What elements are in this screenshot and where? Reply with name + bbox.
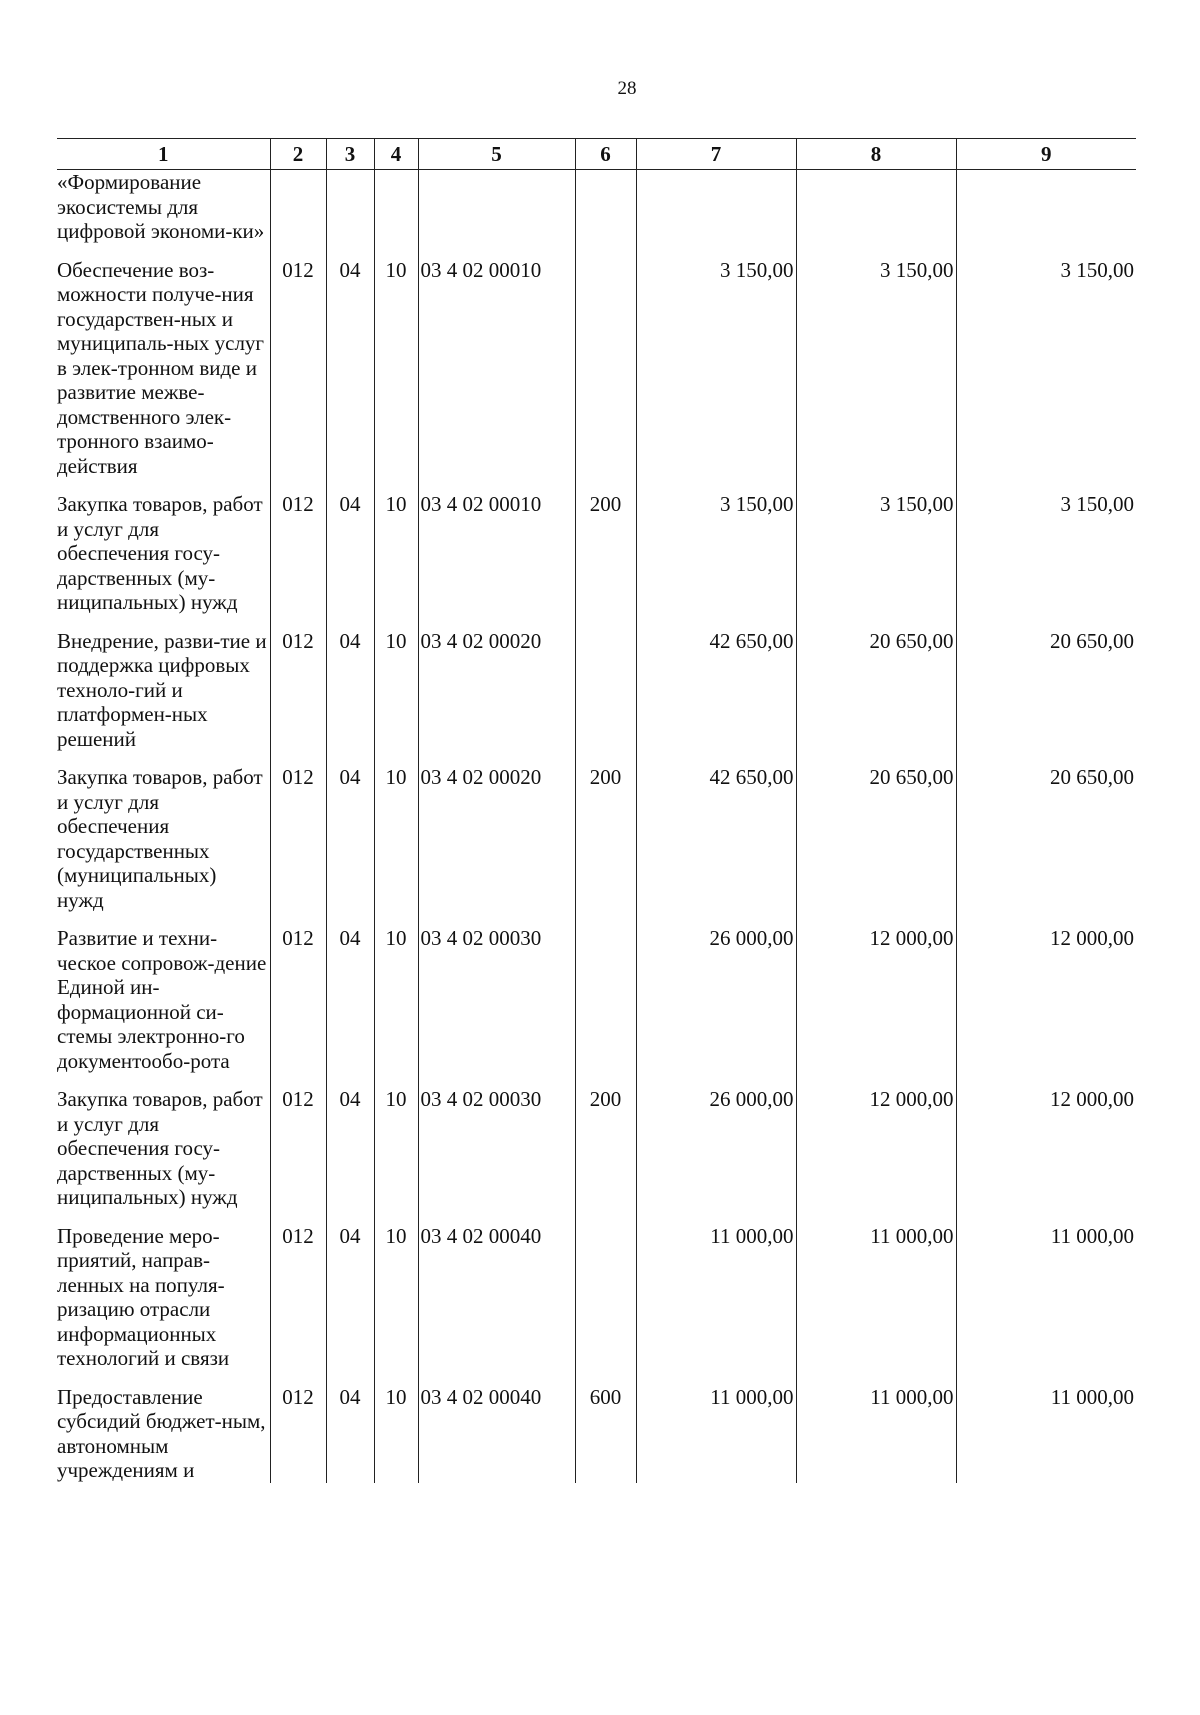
spacer-cell [575, 244, 636, 258]
target-article-cell [418, 170, 575, 244]
amount-year3-cell: 12 000,00 [956, 926, 1136, 1073]
spacer-cell [270, 1210, 326, 1224]
table-body [57, 170, 1136, 1483]
row-spacer [57, 244, 1136, 258]
table-header-row [57, 139, 1136, 170]
spacer-cell [636, 615, 796, 629]
spacer-cell [270, 478, 326, 492]
table-row [57, 1087, 1136, 1210]
spacer-cell [636, 1210, 796, 1224]
amount-year2-cell: 11 000,00 [796, 1385, 956, 1483]
item-name-cell: Закупка товаров, работ и услуг для обеспечения государственных (муниципальных) нужд [57, 765, 263, 912]
amount-year1-cell: 3 150,00 [636, 492, 796, 615]
column-header: 6 [575, 139, 636, 170]
spacer-cell [374, 1371, 418, 1385]
expense-type-cell: 200 [575, 765, 636, 912]
spacer-cell [956, 1371, 1136, 1385]
subsection-code-cell: 10 [374, 258, 418, 479]
spacer-cell [57, 244, 270, 258]
spacer-cell [956, 1210, 1136, 1224]
item-name-cell: «Формирование экосистемы для цифровой экономи-ки» [57, 170, 265, 243]
spacer-cell [418, 478, 575, 492]
spacer-cell [418, 244, 575, 258]
spacer-cell [270, 1371, 326, 1385]
section-code-cell: 04 [326, 926, 374, 1073]
table-row [57, 1385, 1136, 1483]
spacer-cell [575, 1371, 636, 1385]
column-header: 4 [374, 139, 418, 170]
subsection-code-cell [374, 170, 418, 244]
target-article-cell: 03 4 02 00030 [418, 1087, 575, 1210]
subsection-code-cell: 10 [374, 1385, 418, 1483]
spacer-cell [796, 1371, 956, 1385]
row-spacer [57, 1073, 1136, 1087]
spacer-cell [374, 1210, 418, 1224]
spacer-cell [270, 615, 326, 629]
expense-type-cell [575, 1224, 636, 1371]
ministry-code-cell: 012 [270, 765, 326, 912]
spacer-cell [418, 1210, 575, 1224]
amount-year2-cell: 12 000,00 [796, 926, 956, 1073]
row-spacer [57, 751, 1136, 765]
target-article-cell: 03 4 02 00020 [418, 765, 575, 912]
budget-table [57, 138, 1136, 1483]
spacer-cell [374, 1073, 418, 1087]
spacer-cell [636, 478, 796, 492]
spacer-cell [956, 1073, 1136, 1087]
amount-year2-cell: 3 150,00 [796, 258, 956, 479]
amount-year1-cell: 26 000,00 [636, 1087, 796, 1210]
amount-year3-cell: 20 650,00 [956, 765, 1136, 912]
expense-type-cell [575, 629, 636, 752]
table-row [57, 492, 1136, 615]
spacer-cell [374, 478, 418, 492]
section-code-cell: 04 [326, 765, 374, 912]
target-article-cell: 03 4 02 00040 [418, 1385, 575, 1483]
spacer-cell [326, 1210, 374, 1224]
subsection-code-cell: 10 [374, 629, 418, 752]
spacer-cell [418, 1073, 575, 1087]
row-spacer [57, 1371, 1136, 1385]
item-name-cell: Внедрение, разви-тие и поддержка цифровых техноло-гий и платформен-ных решений [57, 628, 267, 751]
ministry-code-cell: 012 [270, 629, 326, 752]
subsection-code-cell: 10 [374, 492, 418, 615]
row-spacer [57, 478, 1136, 492]
amount-year2-cell: 12 000,00 [796, 1087, 956, 1210]
amount-year2-cell: 20 650,00 [796, 629, 956, 752]
expense-type-cell [575, 170, 636, 244]
spacer-cell [326, 478, 374, 492]
spacer-cell [796, 912, 956, 926]
item-name-cell: Закупка товаров, работ и услуг для обеспечения госу-дарственных (му-ниципальных) нужд [57, 492, 263, 614]
expense-type-cell: 600 [575, 1385, 636, 1483]
section-code-cell: 04 [326, 258, 374, 479]
ministry-code-cell: 012 [270, 258, 326, 479]
amount-year1-cell [636, 170, 796, 244]
amount-year3-cell: 12 000,00 [956, 1087, 1136, 1210]
spacer-cell [57, 912, 270, 926]
ministry-code-cell: 012 [270, 1224, 326, 1371]
table-row [57, 765, 1136, 912]
subsection-code-cell: 10 [374, 1087, 418, 1210]
spacer-cell [636, 244, 796, 258]
spacer-cell [374, 244, 418, 258]
target-article-cell: 03 4 02 00020 [418, 629, 575, 752]
amount-year1-cell: 42 650,00 [636, 765, 796, 912]
section-code-cell: 04 [326, 629, 374, 752]
ministry-code-cell: 012 [270, 492, 326, 615]
spacer-cell [636, 751, 796, 765]
amount-year2-cell [796, 170, 956, 244]
target-article-cell: 03 4 02 00030 [418, 926, 575, 1073]
spacer-cell [796, 244, 956, 258]
item-name-cell: Развитие и техни-ческое сопровож-дение Единой ин-формационной си-стемы электронно-го документообо-рота [57, 926, 267, 1073]
spacer-cell [418, 1371, 575, 1385]
spacer-cell [326, 1073, 374, 1087]
spacer-cell [270, 1073, 326, 1087]
column-header: 3 [326, 139, 374, 170]
amount-year2-cell: 11 000,00 [796, 1224, 956, 1371]
amount-year3-cell: 11 000,00 [956, 1224, 1136, 1371]
spacer-cell [956, 615, 1136, 629]
expense-type-cell: 200 [575, 492, 636, 615]
section-code-cell: 04 [326, 1385, 374, 1483]
spacer-cell [57, 615, 270, 629]
spacer-cell [57, 1073, 270, 1087]
amount-year3-cell: 3 150,00 [956, 492, 1136, 615]
spacer-cell [575, 615, 636, 629]
amount-year1-cell: 42 650,00 [636, 629, 796, 752]
table-row [57, 629, 1136, 752]
subsection-code-cell: 10 [374, 926, 418, 1073]
spacer-cell [418, 615, 575, 629]
spacer-cell [636, 1371, 796, 1385]
expense-type-cell [575, 926, 636, 1073]
expense-type-cell [575, 258, 636, 479]
row-spacer [57, 615, 1136, 629]
amount-year2-cell: 20 650,00 [796, 765, 956, 912]
spacer-cell [796, 615, 956, 629]
amount-year2-cell: 3 150,00 [796, 492, 956, 615]
ministry-code-cell: 012 [270, 926, 326, 1073]
ministry-code-cell: 012 [270, 1087, 326, 1210]
spacer-cell [418, 751, 575, 765]
item-name-cell: Проведение меро-приятий, направ-ленных на популя-ризацию отрасли информационных технологий и связи [57, 1223, 230, 1370]
spacer-cell [270, 244, 326, 258]
item-name-cell: Предоставление субсидий бюджет-ным, автономным учреждениям и [57, 1384, 266, 1482]
amount-year3-cell: 3 150,00 [956, 258, 1136, 479]
spacer-cell [326, 1371, 374, 1385]
page-number: 28 [617, 78, 637, 99]
spacer-cell [575, 751, 636, 765]
spacer-cell [57, 1371, 270, 1385]
spacer-cell [796, 751, 956, 765]
spacer-cell [796, 1210, 956, 1224]
row-spacer [57, 1210, 1136, 1224]
expense-type-cell: 200 [575, 1087, 636, 1210]
table-row [57, 1224, 1136, 1371]
column-header: 7 [636, 139, 796, 170]
spacer-cell [57, 478, 270, 492]
amount-year1-cell: 11 000,00 [636, 1385, 796, 1483]
table-row [57, 926, 1136, 1073]
spacer-cell [326, 751, 374, 765]
subsection-code-cell: 10 [374, 1224, 418, 1371]
spacer-cell [374, 615, 418, 629]
target-article-cell: 03 4 02 00010 [418, 492, 575, 615]
column-header: 2 [270, 139, 326, 170]
spacer-cell [418, 912, 575, 926]
spacer-cell [270, 751, 326, 765]
spacer-cell [956, 751, 1136, 765]
column-header: 8 [796, 139, 956, 170]
table-row [57, 170, 1136, 244]
column-header: 1 [57, 139, 270, 170]
target-article-cell: 03 4 02 00010 [418, 258, 575, 479]
spacer-cell [956, 478, 1136, 492]
spacer-cell [956, 912, 1136, 926]
spacer-cell [796, 478, 956, 492]
section-code-cell: 04 [326, 1224, 374, 1371]
column-header: 5 [418, 139, 575, 170]
spacer-cell [636, 912, 796, 926]
spacer-cell [326, 615, 374, 629]
spacer-cell [636, 1073, 796, 1087]
subsection-code-cell: 10 [374, 765, 418, 912]
spacer-cell [575, 912, 636, 926]
amount-year1-cell: 26 000,00 [636, 926, 796, 1073]
amount-year3-cell [956, 170, 1136, 244]
section-code-cell: 04 [326, 492, 374, 615]
table-row [57, 258, 1136, 479]
spacer-cell [796, 1073, 956, 1087]
spacer-cell [270, 912, 326, 926]
amount-year3-cell: 20 650,00 [956, 629, 1136, 752]
spacer-cell [575, 1073, 636, 1087]
spacer-cell [575, 478, 636, 492]
spacer-cell [374, 751, 418, 765]
spacer-cell [575, 1210, 636, 1224]
spacer-cell [326, 912, 374, 926]
row-spacer [57, 912, 1136, 926]
item-name-cell: Закупка товаров, работ и услуг для обеспечения госу-дарственных (му-ниципальных) нужд [57, 1087, 263, 1209]
amount-year3-cell: 11 000,00 [956, 1385, 1136, 1483]
spacer-cell [374, 912, 418, 926]
spacer-cell [57, 1210, 270, 1224]
section-code-cell: 04 [326, 1087, 374, 1210]
ministry-code-cell: 012 [270, 1385, 326, 1483]
column-header: 9 [956, 139, 1136, 170]
spacer-cell [956, 244, 1136, 258]
ministry-code-cell [270, 170, 326, 244]
item-name-cell: Обеспечение воз-можности получе-ния государствен-ных и муниципаль-ных услуг в элек-тронном виде и развитие межве-домственного элек-тронного взаимо-действия [57, 257, 265, 478]
spacer-cell [326, 244, 374, 258]
amount-year1-cell: 3 150,00 [636, 258, 796, 479]
section-code-cell [326, 170, 374, 244]
target-article-cell: 03 4 02 00040 [418, 1224, 575, 1371]
spacer-cell [57, 751, 270, 765]
amount-year1-cell: 11 000,00 [636, 1224, 796, 1371]
